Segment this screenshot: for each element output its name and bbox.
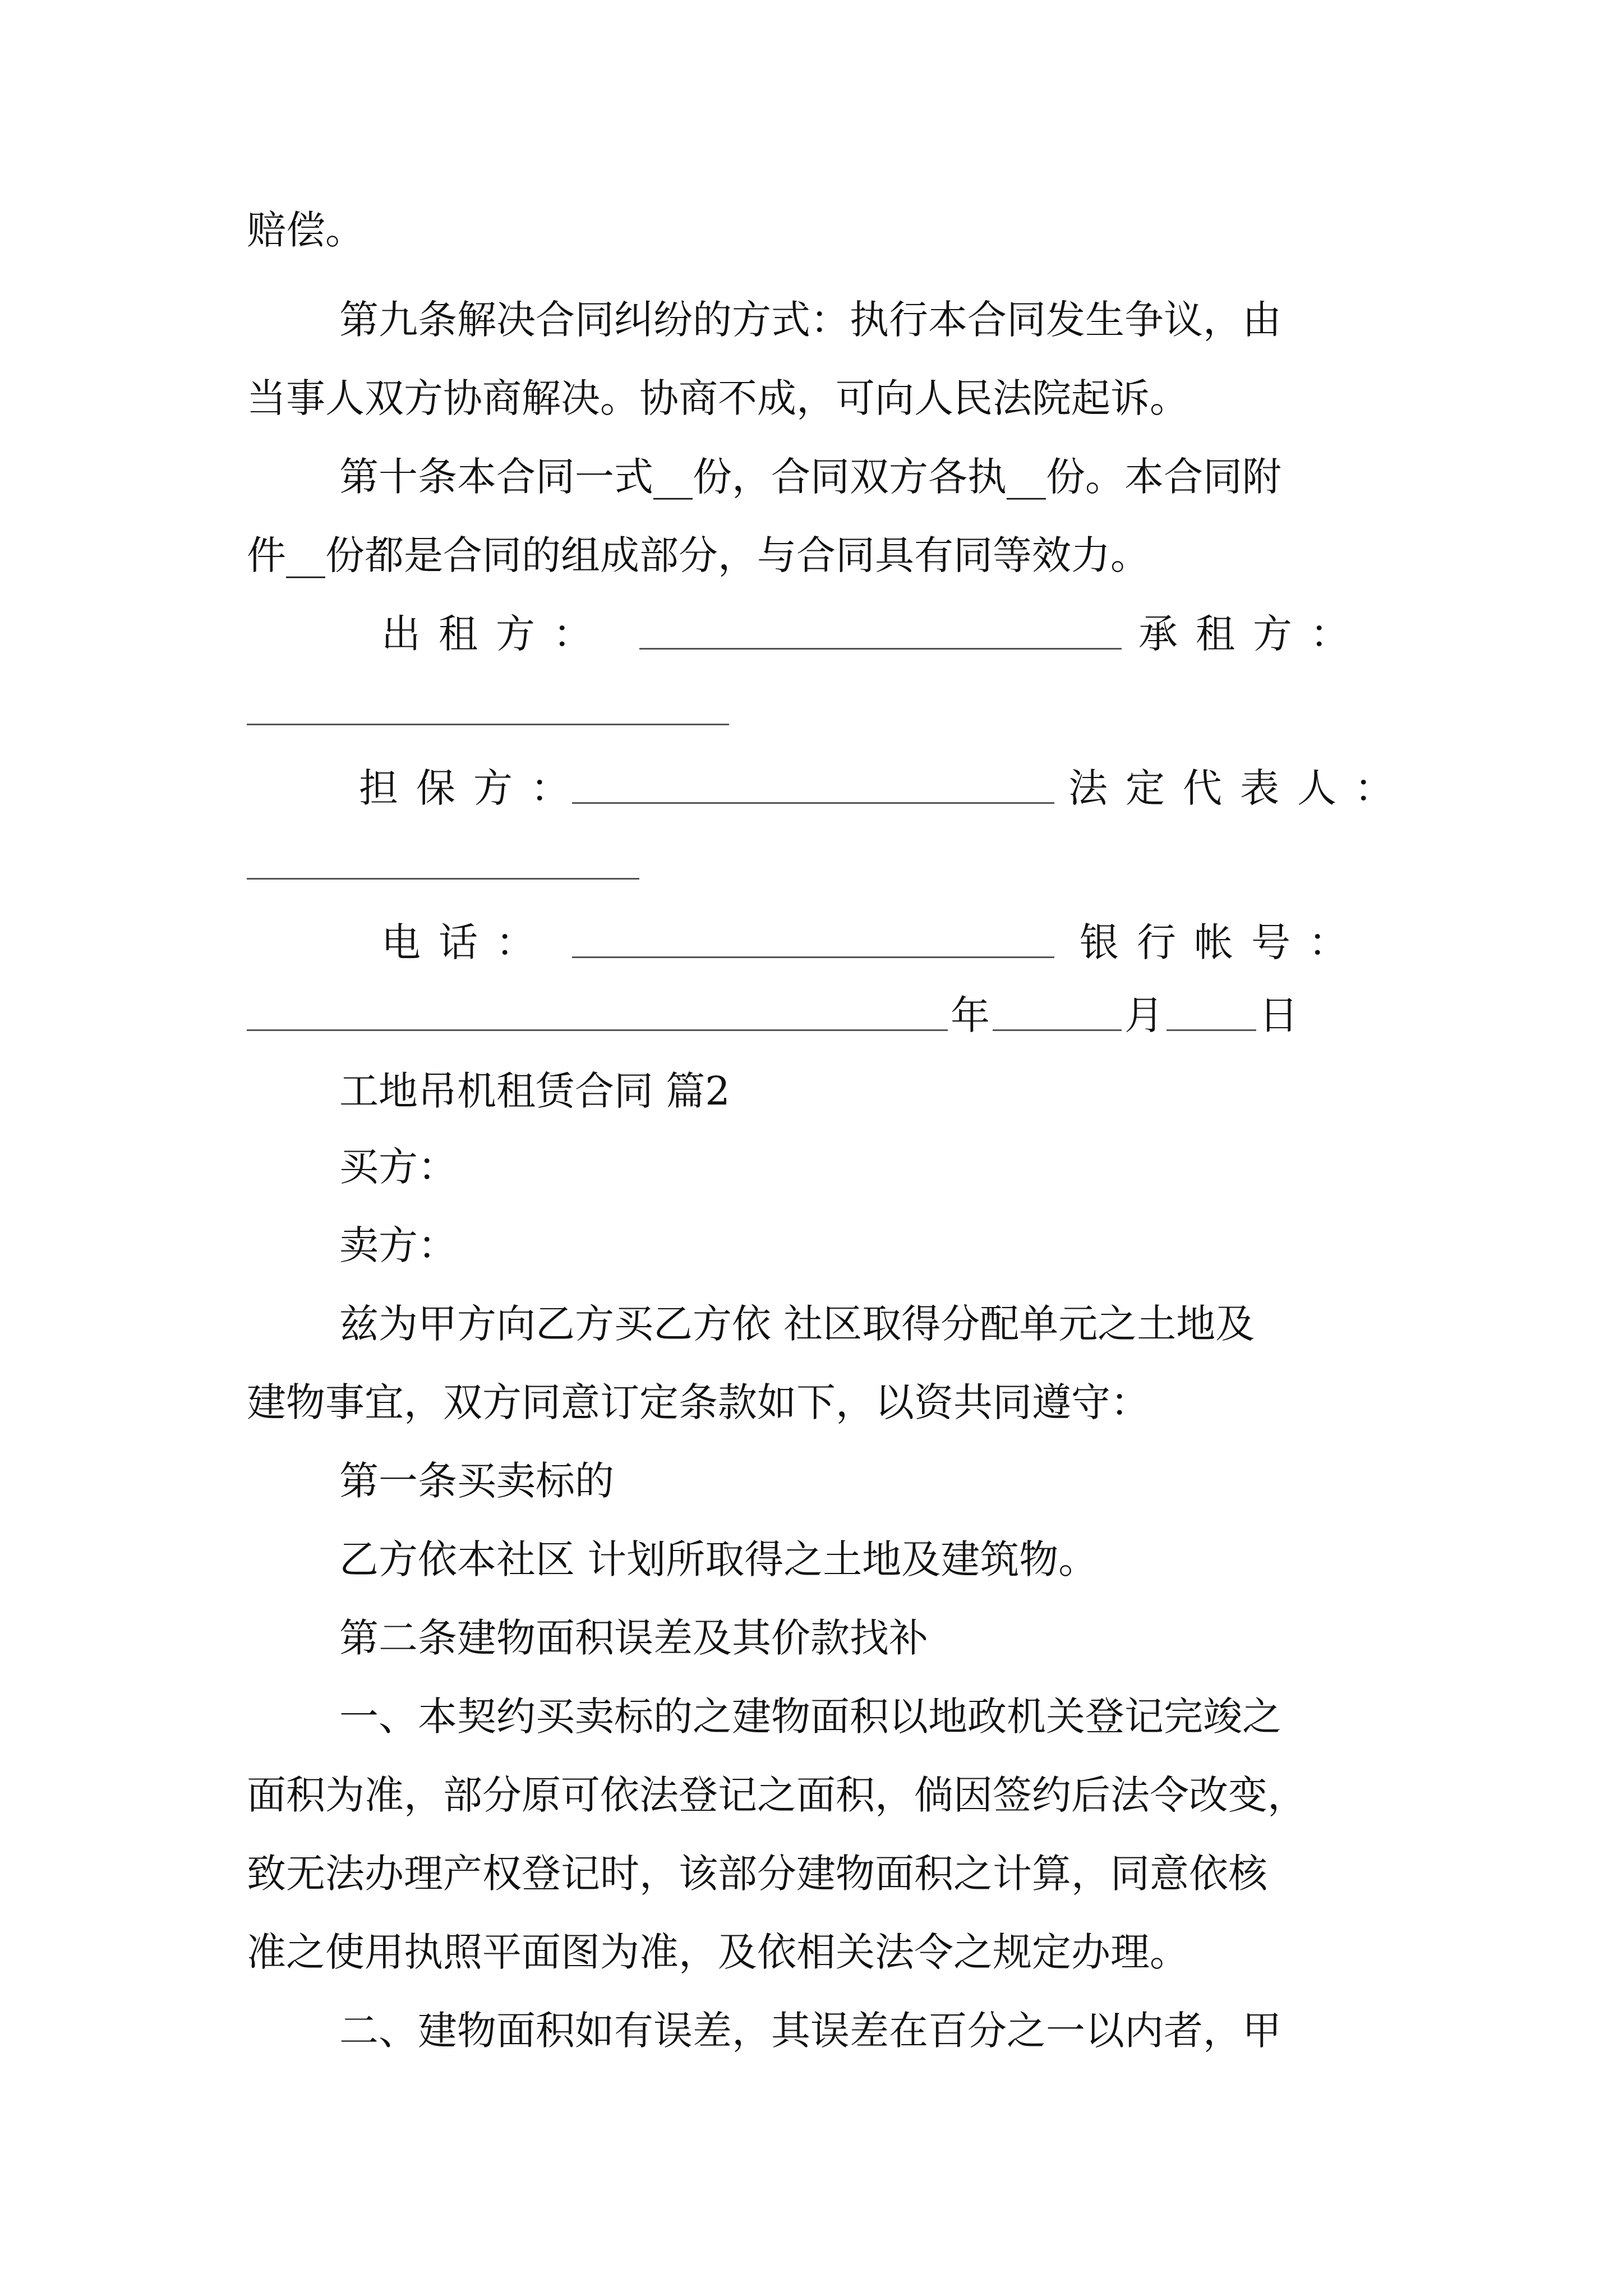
date-row: [0, 984, 1623, 1046]
text-line: [0, 199, 1623, 261]
clause-1-line2: 面积为准，部分原可依法登记之面积，倘因签约后法令改变，: [247, 1772, 1307, 1818]
clause-1-line1: 一、本契约买卖标的之建物面积以地政机关登记完竣之: [339, 1694, 1281, 1740]
text-line: [0, 2000, 1623, 2062]
buyer-label: 买方：: [339, 1144, 457, 1190]
article-9-line2: 当事人双方协商解决。协商不成，可向人民法院起诉。: [247, 375, 1189, 421]
bank-blank: [247, 1029, 948, 1031]
intro-line2: 建物事宜，双方同意订定条款如下，以资共同遵守：: [247, 1379, 1150, 1425]
article-1-body: 乙方依本社区 计划所取得之土地及建筑物。: [339, 1536, 1098, 1582]
month-label: 月: [1124, 992, 1164, 1038]
signature-row-guarantor: [0, 757, 1623, 819]
year-label: 年: [951, 992, 990, 1038]
text-line: [0, 367, 1623, 429]
seller-label: 卖方：: [339, 1222, 457, 1268]
section-title: 工地吊机租赁合同 篇2: [339, 1068, 730, 1114]
clause-1-line4: 准之使用执照平面图为准，及依相关法令之规定办理。: [247, 1929, 1189, 1975]
text-line: [0, 1060, 1623, 1122]
lessee-label: 承租方：: [1138, 611, 1367, 657]
guarantor-label: 担保方：: [359, 765, 588, 811]
bank-label: 银行帐号：: [1080, 919, 1366, 965]
text-line: [0, 524, 1623, 586]
text-line: [0, 1686, 1623, 1747]
text-line: [0, 1372, 1623, 1433]
clause-1-line3: 致无法办理产权登记时，该部分建物面积之计算，同意依核: [247, 1851, 1267, 1897]
month-blank: [993, 1029, 1122, 1031]
phone-blank: [572, 956, 1054, 958]
guarantor-blank: [572, 802, 1054, 804]
lessor-label: 出租方：: [381, 611, 610, 657]
day-label: 日: [1259, 992, 1298, 1038]
article-2-title: 第二条建物面积误差及其价款找补: [339, 1615, 928, 1661]
text-line: [0, 1607, 1623, 1669]
article-10-line1: 第十条本合同一式__份，合同双方各执__份。本合同附: [339, 454, 1281, 500]
text-line: [0, 1529, 1623, 1590]
lessor-blank: [639, 648, 1122, 650]
legal-rep-blank: [247, 878, 639, 880]
phone-label: 电话：: [381, 919, 553, 965]
text-line: [0, 1764, 1623, 1826]
lessee-blank: [247, 724, 729, 725]
article-1-title: 第一条买卖标的: [339, 1458, 614, 1504]
signature-row-lessor: [0, 603, 1623, 665]
text-line: [0, 1214, 1623, 1276]
text-line: [0, 1450, 1623, 1512]
clause-2-line1: 二、建物面积如有误差，其误差在百分之一以内者，甲: [339, 2008, 1281, 2054]
text-line: [0, 289, 1623, 351]
text-line: [0, 1843, 1623, 1904]
intro-line1: 兹为甲方向乙方买乙方依 社区取得分配单元之土地及: [339, 1301, 1255, 1347]
signature-row-phone: [0, 912, 1623, 973]
text-line: [0, 446, 1623, 508]
paragraph-text: 赔偿。: [247, 207, 365, 253]
legal-rep-label: 法定代表人：: [1068, 765, 1412, 811]
article-9-line1: 第九条解决合同纠纷的方式：执行本合同发生争议，由: [339, 297, 1281, 343]
text-line: [0, 1293, 1623, 1355]
day-blank: [1166, 1029, 1256, 1031]
text-line: [0, 1136, 1623, 1198]
text-line: [0, 1921, 1623, 1983]
article-10-line2: 件__份都是合同的组成部分，与合同具有同等效力。: [247, 532, 1150, 578]
